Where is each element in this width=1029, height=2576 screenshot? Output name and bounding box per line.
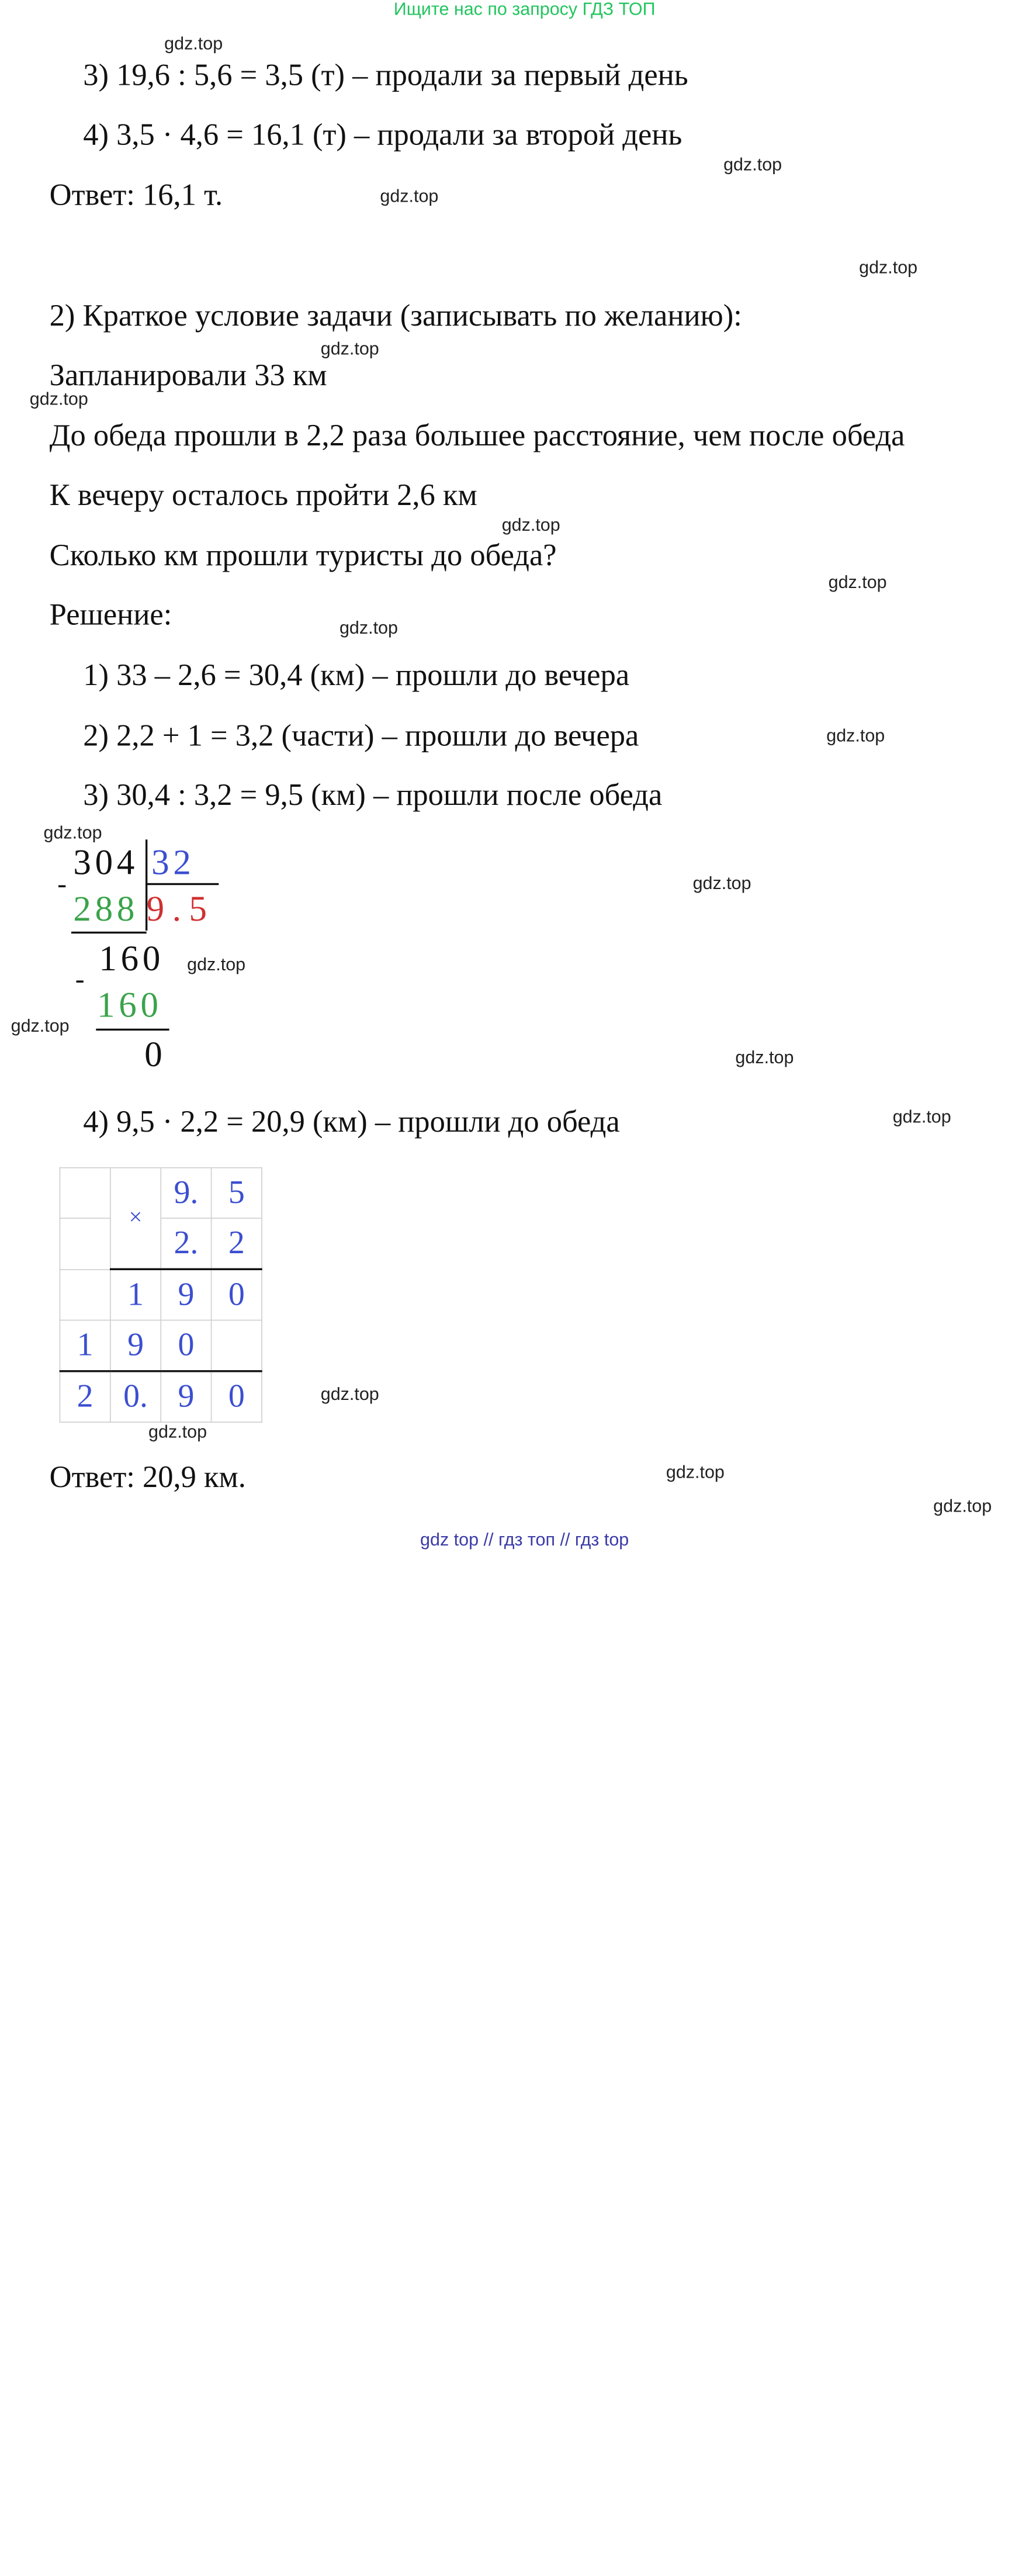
table-row xyxy=(60,1269,262,1320)
footer-links[interactable]: gdz top // гдз топ // гдз top xyxy=(420,1529,629,1550)
subtrahend-2: 160 xyxy=(96,985,162,1025)
grid-cell xyxy=(60,1218,110,1269)
division-divisor-rule xyxy=(145,883,219,885)
grid-cell: 9 xyxy=(161,1371,211,1422)
table-row xyxy=(60,1218,262,1269)
watermark: gdz.top xyxy=(11,1015,70,1036)
solution-step2: 2) 2,2 + 1 = 3,2 (части) – прошли до вечера xyxy=(83,717,639,753)
grid-cell: 2 xyxy=(60,1371,110,1422)
table-row xyxy=(60,1320,262,1371)
grid-cell: 9. xyxy=(161,1168,211,1218)
grid-cell: 9 xyxy=(161,1269,211,1320)
quotient: 9.5 xyxy=(146,888,215,929)
table-row xyxy=(60,1371,262,1422)
divisor: 32 xyxy=(151,842,195,883)
grid-cell: 2 xyxy=(212,1218,262,1269)
grid-cell: 9 xyxy=(110,1320,161,1371)
part1-step4: 4) 3,5 · 4,6 = 16,1 (т) – продали за второй день xyxy=(83,116,682,152)
division-rule-2 xyxy=(96,1029,169,1031)
solution-label: Решение: xyxy=(49,597,172,632)
grid-cell: 1 xyxy=(60,1320,110,1371)
watermark: gdz.top xyxy=(826,725,885,746)
multiply-sign: × xyxy=(110,1168,161,1270)
remainder-1: 160 xyxy=(99,938,165,978)
watermark: gdz.top xyxy=(828,572,887,592)
watermark: gdz.top xyxy=(29,389,88,409)
watermark: gdz.top xyxy=(164,33,223,54)
grid-cell: 1 xyxy=(110,1269,161,1320)
subtrahend-1: 288 xyxy=(73,888,139,929)
grid-cell: 0. xyxy=(110,1371,161,1422)
watermark: gdz.top xyxy=(320,338,379,359)
watermark: gdz.top xyxy=(501,514,560,535)
solution-step1: 1) 33 – 2,6 = 30,4 (км) – прошли до вечера xyxy=(83,657,630,692)
part1-answer: Ответ: 16,1 т. xyxy=(49,177,223,212)
grid-cell: 0 xyxy=(161,1320,211,1371)
part2-answer: Ответ: 20,9 км. xyxy=(49,1459,246,1494)
part2-heading: 2) Краткое условие задачи (записывать по желанию): xyxy=(49,298,742,333)
grid-cell xyxy=(212,1320,262,1371)
watermark: gdz.top xyxy=(43,822,102,843)
watermark: gdz.top xyxy=(339,617,398,638)
top-banner-link[interactable]: Ищите нас по запросу ГДЗ ТОП xyxy=(393,0,656,19)
division-rule-1 xyxy=(71,932,147,933)
final-remainder: 0 xyxy=(144,1034,167,1074)
grid-cell: 0 xyxy=(212,1371,262,1422)
condition-before-lunch: До обеда прошли в 2,2 раза большее расстояние, чем после обеда xyxy=(49,417,905,453)
multiplication-grid xyxy=(60,1167,262,1423)
watermark: gdz.top xyxy=(892,1107,951,1127)
condition-planned: Запланировали 33 км xyxy=(49,357,327,392)
dividend: 304 xyxy=(73,842,139,883)
table-row xyxy=(60,1168,262,1218)
watermark: gdz.top xyxy=(859,257,918,278)
watermark: gdz.top xyxy=(933,1496,992,1516)
grid-cell xyxy=(60,1168,110,1218)
watermark: gdz.top xyxy=(187,954,246,974)
part1-step3: 3) 19,6 : 5,6 = 3,5 (т) – продали за первый день xyxy=(83,57,688,92)
grid-cell: 2. xyxy=(161,1218,211,1269)
minus-sign-2: - xyxy=(75,964,89,995)
grid-cell xyxy=(60,1269,110,1320)
watermark: gdz.top xyxy=(666,1462,725,1482)
condition-remaining: К вечеру осталось пройти 2,6 км xyxy=(49,477,477,512)
watermark: gdz.top xyxy=(320,1384,379,1404)
solution-step3: 3) 30,4 : 3,2 = 9,5 (км) – прошли после обеда xyxy=(83,777,663,812)
watermark: gdz.top xyxy=(723,154,782,175)
question: Сколько км прошли туристы до обеда? xyxy=(49,537,557,572)
watermark: gdz.top xyxy=(735,1047,794,1067)
watermark: gdz.top xyxy=(148,1422,207,1442)
grid-cell: 0 xyxy=(212,1269,262,1320)
grid-cell: 5 xyxy=(212,1168,262,1218)
watermark: gdz.top xyxy=(692,873,751,893)
minus-sign: - xyxy=(57,869,71,900)
watermark: gdz.top xyxy=(380,186,439,206)
solution-step4: 4) 9,5 · 2,2 = 20,9 (км) – прошли до обеда xyxy=(83,1104,620,1139)
